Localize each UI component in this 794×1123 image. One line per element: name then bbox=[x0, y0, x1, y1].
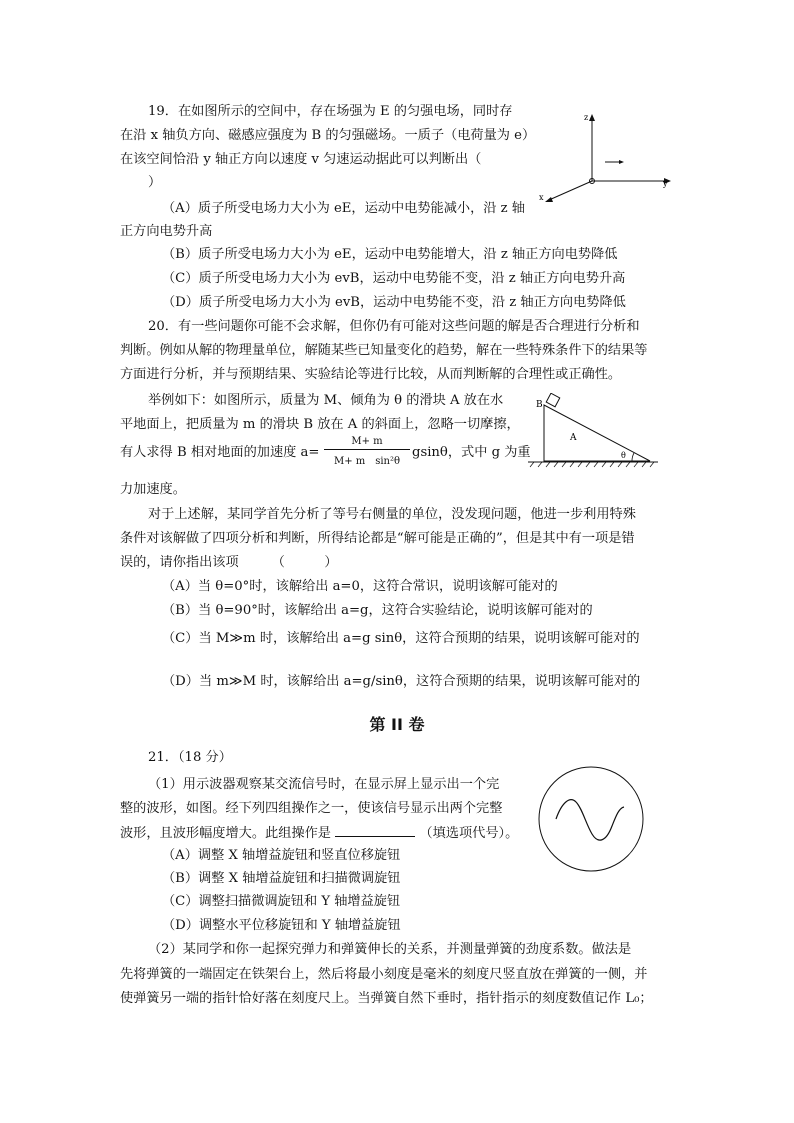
q20-option-a: （A）当 θ=0°时，该解给出 a=0，这符合常识，说明该解可能对的 bbox=[162, 579, 558, 594]
q20-option-b: （B）当 θ=90°时，该解给出 a=g，这符合实验结论，说明该解可能对的 bbox=[162, 603, 593, 618]
q19-axes-figure bbox=[535, 108, 685, 208]
q19-line-2: 在沿 x 轴负方向、磁感应强度为 B 的匀强磁场。一质子（电荷量为 e） bbox=[120, 128, 536, 143]
q20-follow-2: 条件对该解做了四项分析和判断，所得结论都是“解可能是正确的”，但是其中有一项是错 bbox=[120, 531, 635, 546]
q21-p1-line-1: （1）用示波器观察某交流信号时，在显示屏上显示出一个完 bbox=[148, 777, 500, 792]
q20-example-4: gsinθ，式中 g 为重 bbox=[412, 445, 531, 460]
q19-option-c: （C）质子所受电场力大小为 evB，运动中电势能不变，沿 z 轴正方向电势升高 bbox=[162, 271, 626, 286]
q19-line-3: 在该空间恰沿 y 轴正方向以速度 v 匀速运动据此可以判断出（ bbox=[120, 152, 482, 167]
q21-p1-line-2: 整的波形，如图。经下列四组操作之一，使该信号显示出两个完整 bbox=[120, 801, 503, 816]
theta-label: θ bbox=[621, 451, 626, 460]
q21-option-c: （C）调整扫描微调旋钮和 Y 轴增益旋钮 bbox=[162, 894, 401, 909]
q21-p2-line-3: 使弹簧另一端的指针恰好落在刻度尺上。当弹簧自然下垂时，指针指示的刻度数值记作 L₀； bbox=[120, 991, 653, 1006]
q21-option-a: （A）调整 X 轴增益旋钮和竖直位移旋钮 bbox=[162, 848, 401, 863]
axis-x-label: x bbox=[539, 193, 544, 202]
block-b-label: B bbox=[536, 400, 543, 410]
axis-z-label: z bbox=[584, 113, 589, 122]
q19-option-a: （A）质子所受电场力大小为 eE，运动中电势能减小，沿 z 轴 bbox=[162, 201, 525, 216]
q20-option-d: （D）当 m≫M 时，该解给出 a=g/sinθ，这符合预期的结果，说明该解可能对的 bbox=[162, 674, 641, 689]
q20-follow-3: 误的，请你指出该项 （ ） bbox=[120, 555, 338, 570]
q20-incline-figure bbox=[528, 393, 658, 468]
q21-p1-line-3-tail: （填选项代号）。 bbox=[419, 826, 519, 841]
q21-option-d: （D）调整水平位移旋钮和 Y 轴增益旋钮 bbox=[162, 918, 401, 933]
block-a-label: A bbox=[570, 433, 577, 443]
q20-intro-1: 20．有一些问题你可能不会求解，但你仍有可能对这些问题的解是否合理进行分析和 bbox=[148, 319, 640, 334]
q20-intro-3: 方面进行分析，并与预期结果、实验结论等进行比较，从而判断解的合理性或正确性。 bbox=[120, 367, 622, 382]
q20-intro-2: 判断。例如从解的物理量单位，解随某些已知量变化的趋势，解在一些特殊条件下的结果等 bbox=[120, 343, 648, 358]
q19-option-a-cont: 正方向电势升高 bbox=[120, 224, 213, 239]
q21-p2-line-1: （2）某同学和你一起探究弹力和弹簧伸长的关系，并测量弹簧的劲度系数。做法是 bbox=[148, 942, 632, 957]
q20-example-1: 举例如下：如图所示，质量为 M、倾角为 θ 的滑块 A 放在水 bbox=[148, 393, 504, 408]
q20-example-3: 有人求得 B 相对地面的加速度 a= bbox=[120, 445, 320, 460]
q19-line-4: ） bbox=[148, 175, 162, 190]
q19-option-b: （B）质子所受电场力大小为 eE，运动中电势能增大，沿 z 轴正方向电势降低 bbox=[162, 247, 618, 262]
q21-option-b: （B）调整 X 轴增益旋钮和扫描微调旋钮 bbox=[162, 871, 401, 886]
q20-follow-1: 对于上述解，某同学首先分析了等号右侧量的单位，没发现问题，他进一步利用特殊 bbox=[148, 507, 636, 522]
acceleration-denominator: M+ m sin²θ bbox=[333, 456, 401, 467]
answer-blank bbox=[335, 824, 415, 837]
q20-example-2: 平地面上，把质量为 m 的滑块 B 放在 A 的斜面上，忽略一切摩擦， bbox=[120, 417, 520, 432]
q21-p1-line-3-text: 波形，且波形幅度增大。此组操作是 bbox=[120, 826, 331, 841]
oscilloscope-screen-figure bbox=[536, 764, 646, 874]
q19-line-1: 19．在如图所示的空间中，存在场强为 E 的匀强电场，同时存 bbox=[148, 104, 513, 119]
q20-example-5: 力加速度。 bbox=[120, 482, 186, 497]
section-title: 第 II 卷 bbox=[369, 715, 425, 734]
q20-option-c: （C）当 M≫m 时，该解给出 a=g sinθ，这符合预期的结果，说明该解可能对的 bbox=[162, 631, 640, 646]
fraction-bar bbox=[324, 449, 410, 450]
axis-y-label: y bbox=[663, 179, 668, 188]
q21-p1-line-3 bbox=[120, 824, 518, 843]
q21-head: 21．（18 分） bbox=[148, 750, 232, 765]
q21-p2-line-2: 先将弹簧的一端固定在铁架台上，然后将最小刻度是毫米的刻度尺竖直放在弹簧的一侧，并 bbox=[120, 967, 648, 982]
acceleration-numerator: M+ m bbox=[351, 436, 383, 447]
q19-option-d: （D）质子所受电场力大小为 evB，运动中电势能不变，沿 z 轴正方向电势降低 bbox=[162, 295, 626, 310]
